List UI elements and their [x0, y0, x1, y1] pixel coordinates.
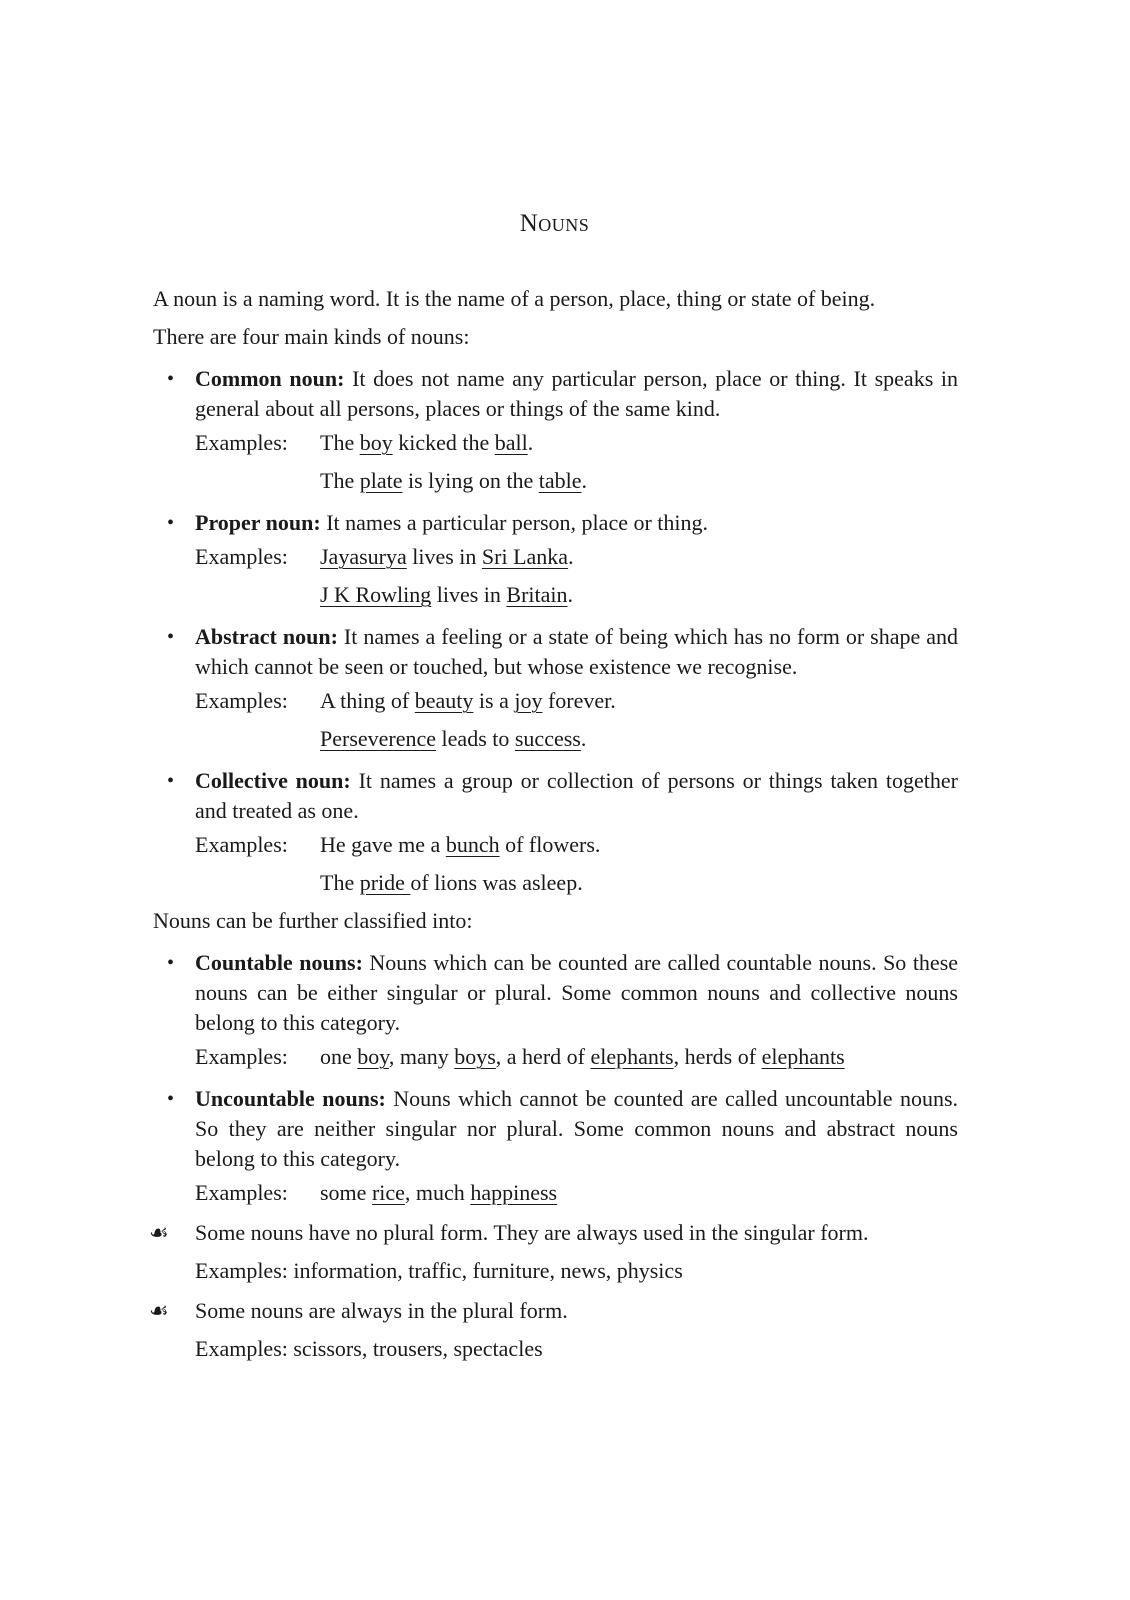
example-segment: , herds of — [673, 1044, 762, 1069]
definition — [195, 364, 958, 424]
underlined-noun: boys — [454, 1044, 496, 1069]
example-text — [320, 462, 587, 500]
bullet-icon: • — [167, 1088, 175, 1110]
example-text — [320, 720, 586, 758]
example-segment: is lying on the — [402, 468, 539, 493]
document-page — [149, 210, 959, 1368]
bullet-item — [153, 364, 958, 424]
example-line — [153, 1038, 958, 1076]
underlined-noun: Jayasurya — [320, 544, 407, 569]
intro-line: A noun is a naming word. It is the name of a person, place, thing or state of being. — [153, 286, 876, 311]
example-line — [153, 864, 958, 902]
term: Uncountable nouns: — [195, 1086, 386, 1111]
example-line — [153, 682, 958, 720]
term: Common noun: — [195, 366, 345, 391]
bullet-icon: • — [167, 770, 175, 792]
underlined-noun: Britain — [506, 582, 568, 607]
examples-label: Examples: — [195, 832, 288, 857]
bullet-item — [153, 766, 958, 826]
example-segment: . — [581, 468, 588, 493]
examples-label: Examples: — [195, 688, 288, 713]
term: Collective noun: — [195, 768, 351, 793]
example-line — [153, 1174, 958, 1212]
definition-text: Nouns which can be counted are called countable nouns. So these nouns can be either singular or plural. Some common nouns and collective nouns belong to this category. — [195, 950, 959, 1035]
bullet-item — [153, 622, 958, 682]
bullet-icon: • — [167, 952, 175, 974]
example-segment: He gave me a — [320, 832, 446, 857]
example-segment: lives in — [431, 582, 507, 607]
example-segment: lives in — [406, 544, 482, 569]
example-segment: , a herd of — [495, 1044, 591, 1069]
floral-heart-icon: ☙ — [149, 1298, 169, 1323]
note-item — [149, 1214, 958, 1252]
underlined-noun: beauty — [414, 688, 474, 713]
note-examples: Examples: information, traffic, furniture, news, physics — [195, 1258, 683, 1283]
example-segment: A thing of — [320, 688, 415, 713]
term: Countable nouns: — [195, 950, 363, 975]
note-text: Some nouns have no plural form. They are always used in the singular form. — [195, 1220, 869, 1245]
examples-label: Examples: — [195, 1044, 288, 1069]
example-text — [320, 424, 533, 462]
definition-text: It does not name any particular person, place or thing. It speaks in general about all persons, places or things of the same kind. — [195, 366, 958, 421]
definition-text: It names a particular person, place or thing. — [326, 510, 709, 535]
underlined-noun: happiness — [470, 1180, 558, 1205]
example-segment: . — [580, 726, 587, 751]
intro-line: There are four main kinds of nouns: — [153, 324, 470, 349]
definition — [195, 508, 958, 538]
underlined-noun: rice — [371, 1180, 405, 1205]
example-line — [153, 826, 958, 864]
bullet-item — [153, 1084, 958, 1174]
example-line — [153, 462, 958, 500]
example-segment: one — [320, 1044, 358, 1069]
bullet-item — [153, 508, 958, 538]
bullet-icon: • — [167, 368, 175, 390]
term: Proper noun: — [195, 510, 321, 535]
example-line — [153, 720, 958, 758]
example-segment: is a — [473, 688, 515, 713]
definition — [195, 1084, 958, 1174]
example-line — [153, 576, 958, 614]
example-segment: forever. — [542, 688, 616, 713]
definition-text: Nouns which cannot be counted are called uncountable nouns. So they are neither singular nor plural. Some common nouns and abstract nouns belong to this category. — [195, 1086, 959, 1171]
underlined-noun: pride — [359, 870, 411, 895]
example-line — [153, 424, 958, 462]
example-segment: The — [320, 870, 360, 895]
example-segment: . — [567, 582, 574, 607]
example-segment: . — [568, 544, 574, 569]
underlined-noun: boy — [357, 1044, 389, 1069]
underlined-noun: table — [538, 468, 582, 493]
underlined-noun: Perseverence — [320, 726, 437, 751]
example-text — [320, 864, 583, 902]
underlined-noun: ball — [494, 430, 528, 455]
floral-heart-icon: ☙ — [149, 1220, 169, 1245]
example-segment: . — [527, 430, 534, 455]
example-segment: , many — [388, 1044, 455, 1069]
underlined-noun: plate — [359, 468, 403, 493]
bullet-item — [153, 948, 958, 1038]
underlined-noun: Sri Lanka — [481, 544, 569, 569]
term: Abstract noun: — [195, 624, 338, 649]
example-segment: of flowers. — [499, 832, 601, 857]
examples-label: Examples: — [195, 1180, 288, 1205]
example-text — [320, 826, 600, 864]
noun-kinds-list — [153, 364, 958, 902]
underlined-noun: bunch — [445, 832, 500, 857]
example-text — [320, 538, 574, 576]
noun-classes-list — [153, 948, 958, 1212]
definition — [195, 766, 958, 826]
page-title: Nouns — [519, 210, 590, 237]
note-text: Some nouns are always in the plural form. — [195, 1298, 568, 1323]
example-segment: kicked the — [392, 430, 495, 455]
examples-label: Examples: — [195, 544, 288, 569]
definition-text: It names a feeling or a state of being which has no form or shape and which cannot be seen or touched, but whose existence we recognise. — [195, 624, 958, 679]
example-segment: The — [320, 430, 360, 455]
example-text — [320, 1038, 845, 1076]
example-segment: The — [320, 468, 360, 493]
example-line — [153, 538, 958, 576]
example-segment: leads to — [436, 726, 515, 751]
definition-text: It names a group or collection of persons or things taken together and treated as one. — [195, 768, 958, 823]
bullet-icon: • — [167, 626, 175, 648]
example-segment: , much — [404, 1180, 471, 1205]
note-examples: Examples: scissors, trousers, spectacles — [195, 1336, 543, 1361]
example-text — [320, 1174, 557, 1212]
underlined-noun: elephants — [590, 1044, 674, 1069]
underlined-noun: elephants — [761, 1044, 845, 1069]
notes-list — [149, 1214, 958, 1368]
underlined-noun: joy — [514, 688, 543, 713]
example-segment: of lions was asleep. — [410, 870, 583, 895]
example-text — [320, 682, 616, 720]
example-segment: some — [320, 1180, 372, 1205]
underlined-noun: J K Rowling — [320, 582, 432, 607]
underlined-noun: boy — [359, 430, 393, 455]
definition — [195, 622, 958, 682]
example-text — [320, 576, 573, 614]
bullet-icon: • — [167, 512, 175, 534]
definition — [195, 948, 958, 1038]
further-classification: Nouns can be further classified into: — [153, 908, 473, 933]
examples-label: Examples: — [195, 430, 288, 455]
underlined-noun: success — [514, 726, 581, 751]
note-item — [149, 1292, 958, 1330]
